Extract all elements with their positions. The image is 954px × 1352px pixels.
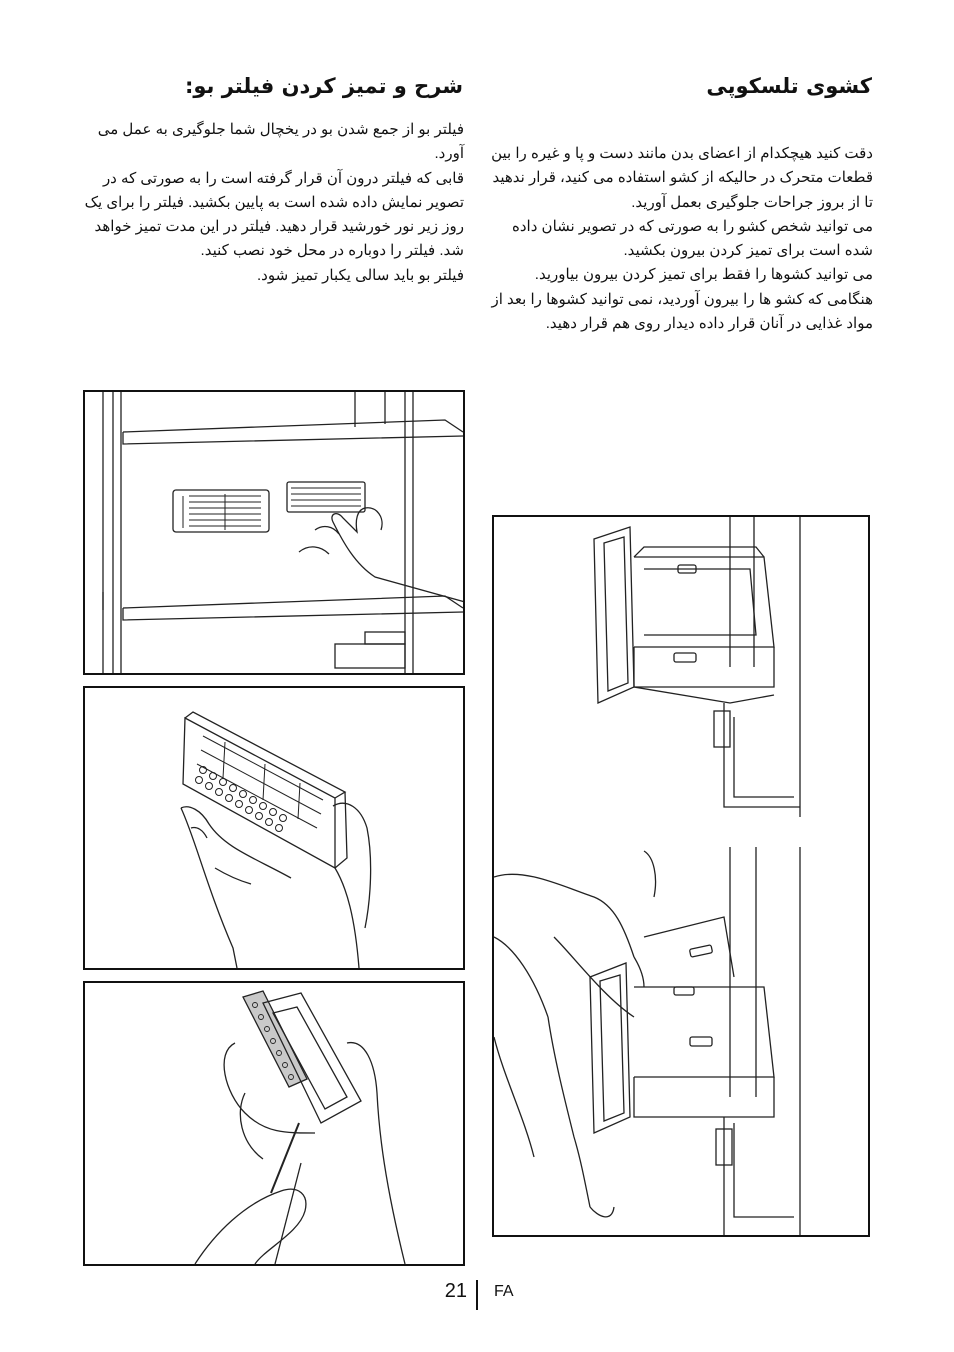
odor-filter-text: [82, 118, 464, 288]
filter-removal-illustration: [83, 981, 465, 1266]
page-number: 21: [444, 1280, 467, 1302]
odor-filter-paragraph: قابی که فیلتر درون آن قرار گرفته است را به صورتی که در تصویر نمایش داده شده است به پایین بکشید. فیلتر را برای یک روز زیر نور خورشید قرار دهید. فیلتر در این مدت تمیز خواهد شد. فیلتر را دوباره در محل خود نصب کنید.: [84, 169, 464, 260]
drawer-paragraph: دقت کنید هیچکدام از اعضای بدن مانند دست و پا و غیره را بین قطعات متحرک در حالیکه از کشو استفاده می کنید، قرار ندهید تا از بروز جراحات جلوگیری بعمل آورید.: [491, 145, 873, 211]
odor-filter-paragraph: فیلتر بو باید سالی یکبار تمیز شود.: [256, 266, 464, 284]
language-code: FA: [494, 1283, 514, 1300]
odor-filter-paragraph: فیلتر بو از جمع شدن بو در یخچال شما جلوگیری به عمل می آورد.: [97, 121, 464, 163]
telescopic-drawer-illustration: [492, 515, 870, 1237]
footer-divider: [476, 1280, 478, 1310]
telescopic-drawer-text: [489, 142, 873, 336]
filter-cartridge-in-hand-illustration: [83, 686, 465, 970]
telescopic-drawer-heading: کشوی تلسکوپی: [706, 74, 872, 98]
drawer-paragraph: می توانید کشوها را فقط برای تمیز کردن بیرون بیاورید. هنگامی که کشو ها را بیرون آوردید، نمی توانید کشوها را بعد از مواد غذایی در آنان قرار داده دیدار روی هم قرار دهید.: [491, 266, 873, 333]
filter-location-illustration: [83, 390, 465, 675]
odor-filter-heading: شرح و تمیز کردن فیلتر بو:: [184, 74, 463, 98]
drawer-paragraph: می توانید شخص کشو را به صورتی که در تصویر نشان داده شده است برای تمیز کردن بیرون بکشید.: [512, 217, 873, 260]
